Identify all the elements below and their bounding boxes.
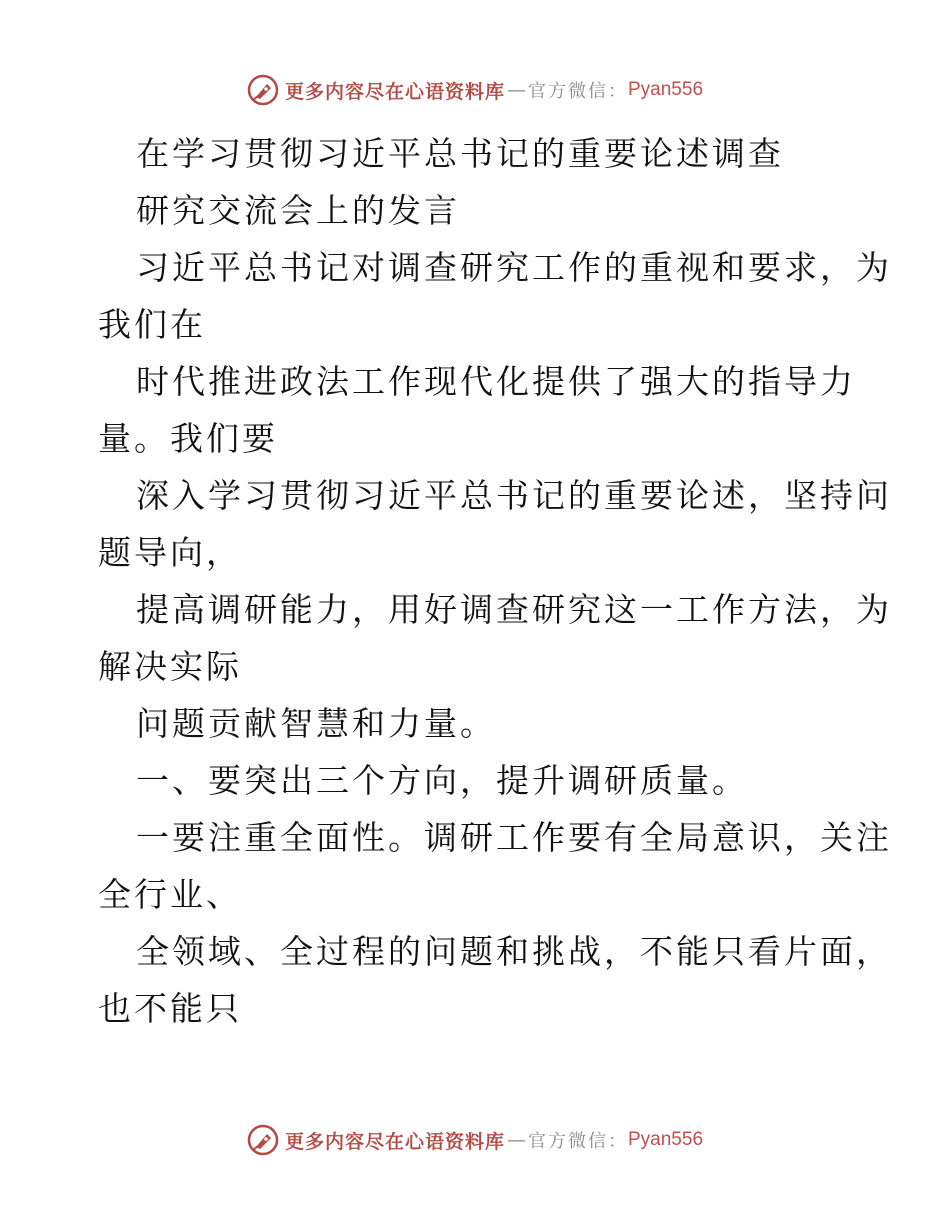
paragraph-line: 时代推进政法工作现代化提供了强大的指导力 <box>136 362 856 401</box>
watermark-wechat-id: Pyan556 <box>628 1129 704 1150</box>
paragraph-line: 解决实际 <box>98 647 242 686</box>
section-heading: 一、要突出三个方向，提升调研质量。 <box>136 761 748 800</box>
watermark-wechat-label: 官方微信： <box>528 81 628 102</box>
title-line-2: 研究交流会上的发言 <box>136 191 460 230</box>
pen-nib-logo-icon <box>247 74 279 106</box>
watermark-wechat-id: Pyan556 <box>628 79 704 100</box>
paragraph-line: 题导向， <box>98 533 242 572</box>
header-watermark <box>0 72 950 108</box>
watermark-dash: — <box>507 79 526 101</box>
paragraph-line: 全领域、全过程的问题和挑战，不能只看片面， <box>136 932 892 971</box>
watermark-wechat-label: 官方微信： <box>528 1131 628 1152</box>
paragraph-line: 一要注重全面性。调研工作要有全局意识，关注 <box>136 818 892 857</box>
paragraph-line: 全行业、 <box>98 875 242 914</box>
title-line-1: 在学习贯彻习近平总书记的重要论述调查 <box>136 134 784 173</box>
watermark-brand-text: 更多内容尽在心语资料库 <box>284 1130 505 1153</box>
paragraph-line: 问题贡献智慧和力量。 <box>136 704 496 743</box>
paragraph-line: 也不能只 <box>98 989 242 1028</box>
document-body <box>98 125 892 1037</box>
paragraph-line: 习近平总书记对调查研究工作的重视和要求，为 <box>136 248 892 287</box>
watermark-dash: — <box>507 1129 526 1151</box>
paragraph-line: 深入学习贯彻习近平总书记的重要论述，坚持问 <box>136 476 892 515</box>
paragraph-line: 我们在 <box>98 305 206 344</box>
paragraph-line: 提高调研能力，用好调查研究这一工作方法，为 <box>136 590 892 629</box>
footer-watermark <box>0 1122 950 1158</box>
paragraph-line: 量。我们要 <box>98 419 278 458</box>
pen-nib-logo-icon <box>247 1124 279 1156</box>
watermark-brand-text: 更多内容尽在心语资料库 <box>284 80 505 103</box>
